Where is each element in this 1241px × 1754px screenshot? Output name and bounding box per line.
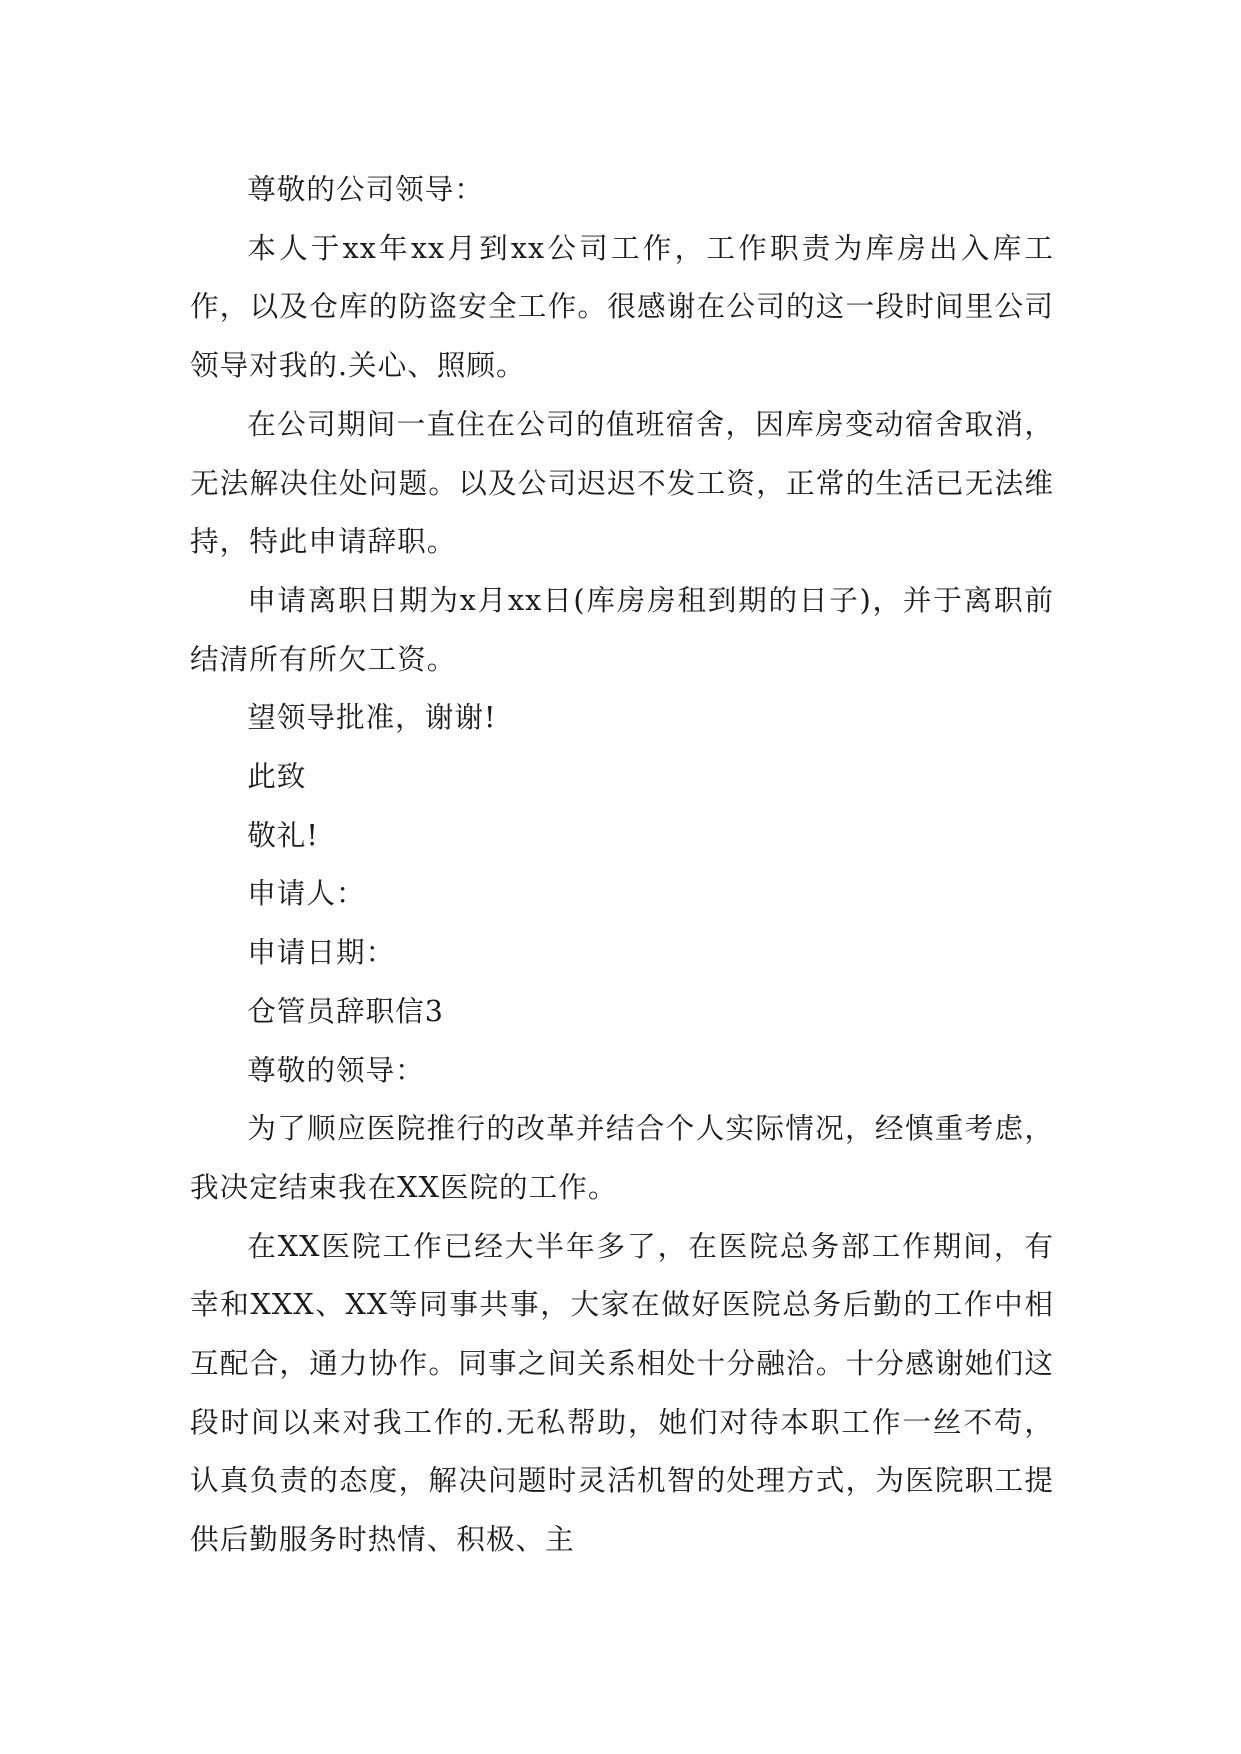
document-body (190, 160, 1054, 1569)
body-paragraph: 本人于xx年xx月到xx公司工作，工作职责为库房出入库工作，以及仓库的防盗安全工作。很感谢在公司的这一段时间里公司领导对我的.关心、照顾。 (190, 230, 1054, 383)
closing-line: 此致 (247, 759, 307, 794)
section-title: 仓管员辞职信3 (247, 993, 444, 1028)
body-paragraph: 望领导批准，谢谢! (247, 700, 497, 735)
applicant-line: 申请人： (247, 876, 366, 911)
body-paragraph: 在公司期间一直住在公司的值班宿舍，因库房变动宿舍取消，无法解决住处问题。以及公司迟迟不发工资，正常的生活已无法维持，特此申请辞职。 (190, 406, 1054, 559)
body-paragraph: 在XX医院工作已经大半年多了，在医院总务部工作期间，有幸和XXX、XX等同事共事，大家在做好医院总务后勤的工作中相互配合，通力协作。同事之间关系相处十分融洽。十分感谢她们这段时间以来对我工作的.无私帮助，她们对待本职工作一丝不苟，认真负责的态度，解决问题时灵活机智的处理方式，为医院职工提供后勤服务时热情、积极、主 (190, 1228, 1054, 1557)
date-line: 申请日期： (247, 935, 396, 970)
body-paragraph: 申请离职日期为x月xx日(库房房租到期的日子)，并于离职前结清所有所欠工资。 (190, 582, 1054, 676)
body-paragraph: 为了顺应医院推行的改革并结合个人实际情况，经慎重考虑，我决定结束我在XX医院的工作。 (190, 1111, 1054, 1204)
salutation: 尊敬的领导： (247, 1052, 425, 1087)
closing-line: 敬礼! (247, 817, 319, 852)
salutation: 尊敬的公司领导： (247, 172, 484, 206)
